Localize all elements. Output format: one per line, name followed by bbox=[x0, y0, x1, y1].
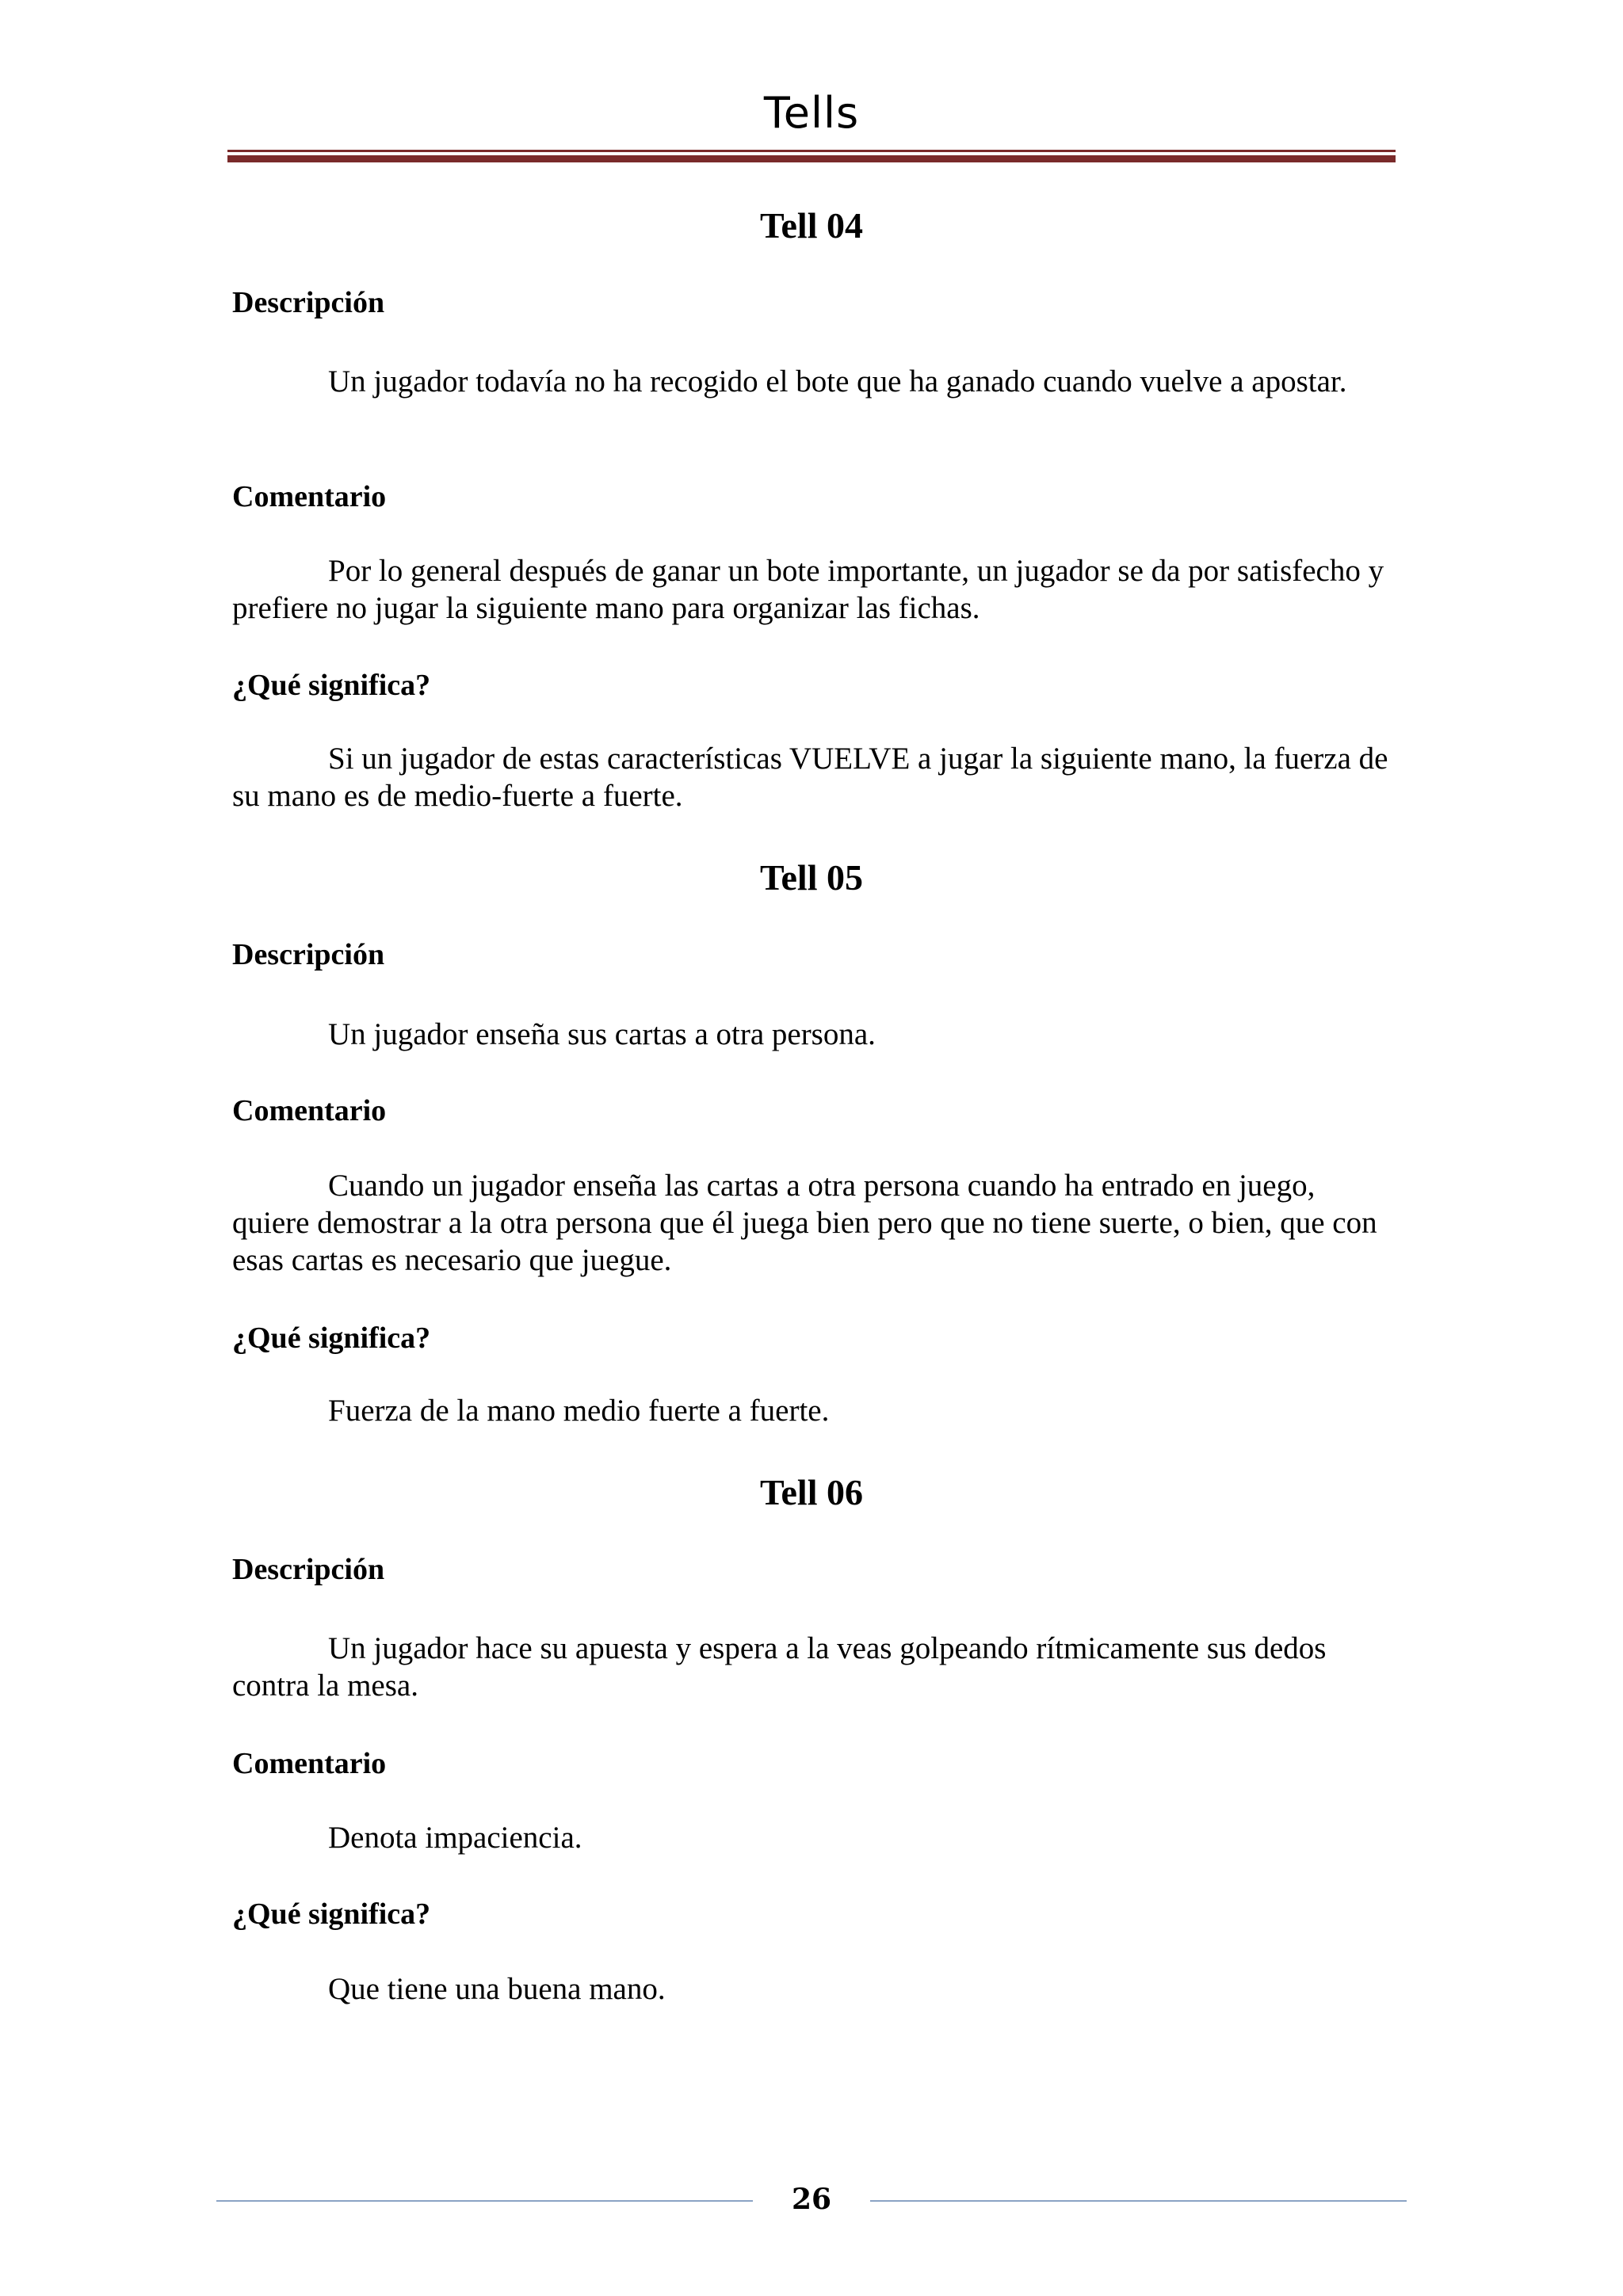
tell-06-comentario-text: Denota impaciencia. bbox=[328, 1821, 582, 1855]
tell-05-comentario-label: Comentario bbox=[232, 1094, 387, 1127]
footer-rule-left bbox=[216, 2200, 753, 2202]
tell-06-significa-label: ¿Qué significa? bbox=[232, 1897, 431, 1931]
tell-06-title: Tell 06 bbox=[760, 1472, 863, 1512]
tell-06-descripcion-label: Descripción bbox=[232, 1553, 385, 1586]
tell-04-descripcion-text: Un jugador todavía no ha recogido el bote que ha ganado cuando vuelve a apostar. bbox=[328, 364, 1347, 399]
tell-05-title: Tell 05 bbox=[760, 857, 863, 898]
tell-05-descripcion-text: Un jugador enseña sus cartas a otra persona. bbox=[328, 1017, 876, 1051]
tell-06-significa-text: Que tiene una buena mano. bbox=[328, 1972, 666, 2006]
tell-06-descripcion-text: Un jugador hace su apuesta y espera a la veas golpeando rítmicamente sus dedos contra la mesa. bbox=[232, 1631, 1327, 1703]
tell-05-significa-text: Fuerza de la mano medio fuerte a fuerte. bbox=[328, 1394, 830, 1428]
tell-05-descripcion-label: Descripción bbox=[232, 938, 385, 971]
tell-04-significa-text: Si un jugador de estas características VUELVE a jugar la siguiente mano, la fuerza de su mano es de medio-fuerte a fuerte. bbox=[232, 742, 1388, 813]
tell-04-descripcion-label: Descripción bbox=[232, 286, 385, 319]
tell-05-significa-label: ¿Qué significa? bbox=[232, 1322, 431, 1355]
tell-05-comentario-text: Cuando un jugador enseña las cartas a otra persona cuando ha entrado en juego, quiere demostrar a la otra persona que él juega bien pero que no tiene suerte, o bien, que con esas cartas es necesario que juegue. bbox=[232, 1169, 1377, 1277]
running-header-title: Tells bbox=[763, 88, 860, 138]
tell-04-comentario-text: Por lo general después de ganar un bote importante, un jugador se da por satisfecho y prefiere no jugar la siguiente mano para organizar las fichas. bbox=[232, 554, 1384, 625]
tell-04-significa-label: ¿Qué significa? bbox=[232, 669, 431, 702]
header-rule-thick bbox=[227, 155, 1396, 162]
tell-06-comentario-label: Comentario bbox=[232, 1747, 387, 1780]
tell-04-title: Tell 04 bbox=[760, 205, 863, 246]
footer-rule-right bbox=[870, 2200, 1407, 2202]
page-number: 26 bbox=[791, 2183, 832, 2216]
tell-04-comentario-label: Comentario bbox=[232, 480, 387, 513]
header-rule-thin bbox=[227, 150, 1396, 152]
